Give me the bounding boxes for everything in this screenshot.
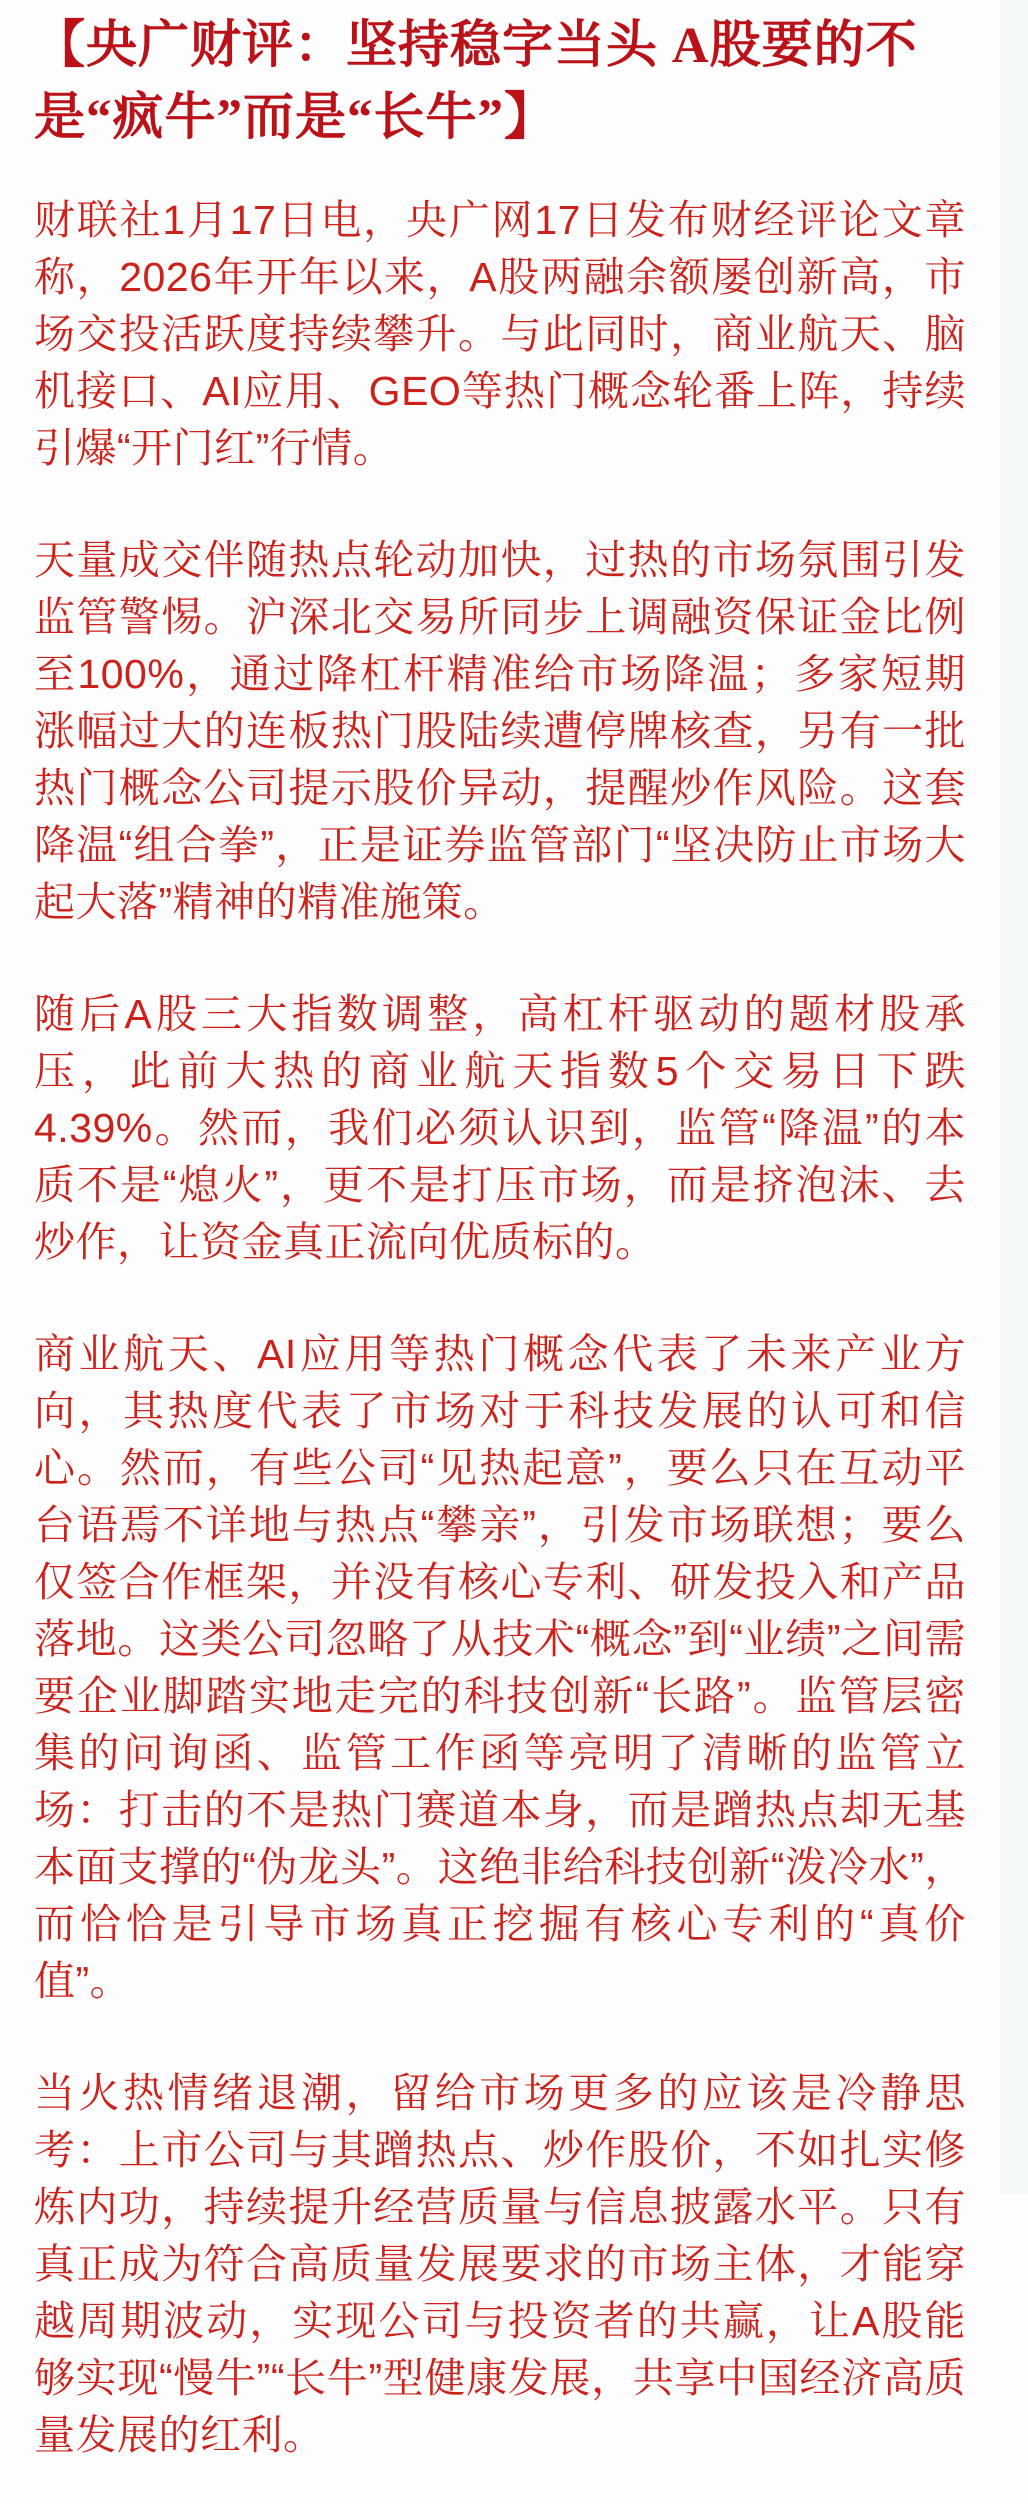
page-edge-strip: [1000, 0, 1028, 2194]
article-paragraph: 天量成交伴随热点轮动加快，过热的市场氛围引发监管警惕。沪深北交易所同步上调融资保证金比例至100%，通过降杠杆精准给市场降温；多家短期涨幅过大的连板热门股陆续遭停牌核查，另有一批热门概念公司提示股价异动，提醒炒作风险。这套降温“组合拳”，正是证券监管部门“坚决防止市场大起大落”精神的精准施策。: [34, 537, 966, 925]
article-title: 【央广财评：坚持稳字当头 A股要的不是“疯牛”而是“长牛”】: [34, 18, 918, 146]
article-paragraph: 当火热情绪退潮，留给市场更多的应该是冷静思考：上市公司与其蹭热点、炒作股价，不如扎实修炼内功，持续提升经营质量与信息披露水平。只有真正成为符合高质量发展要求的市场主体，才能穿越周期波动，实现公司与投资者的共赢，让A股能够实现“慢牛”“长牛”型健康发展，共享中国经济高质量发展的红利。: [34, 2070, 966, 2458]
article-paragraph: 财联社1月17日电，央广网17日发布财经评论文章称，2026年开年以来，A股两融余额屡创新高，市场交投活跃度持续攀升。与此同时，商业航天、脑机接口、AI应用、GEO等热门概念轮番上阵，持续引爆“开门红”行情。: [34, 197, 966, 471]
article-body: [34, 192, 966, 2464]
article-paragraph: 随后A股三大指数调整，高杠杆驱动的题材股承压，此前大热的商业航天指数5个交易日下跌4.39%。然而，我们必须认识到，监管“降温”的本质不是“熄火”，更不是打压市场，而是挤泡沫、去炒作，让资金真正流向优质标的。: [34, 991, 966, 1265]
article-paragraph: 商业航天、AI应用等热门概念代表了未来产业方向，其热度代表了市场对于科技发展的认可和信心。然而，有些公司“见热起意”，要么只在互动平台语焉不详地与热点“攀亲”，引发市场联想；要么仅签合作框架，并没有核心专利、研发投入和产品落地。这类公司忽略了从技术“概念”到“业绩”之间需要企业脚踏实地走完的科技创新“长路”。监管层密集的问询函、监管工作函等亮明了清晰的监管立场：打击的不是热门赛道本身，而是蹭热点却无基本面支撑的“伪龙头”。这绝非给科技创新“泼冷水”，而恰恰是引导市场真正挖掘有核心专利的“真价值”。: [34, 1331, 966, 2004]
